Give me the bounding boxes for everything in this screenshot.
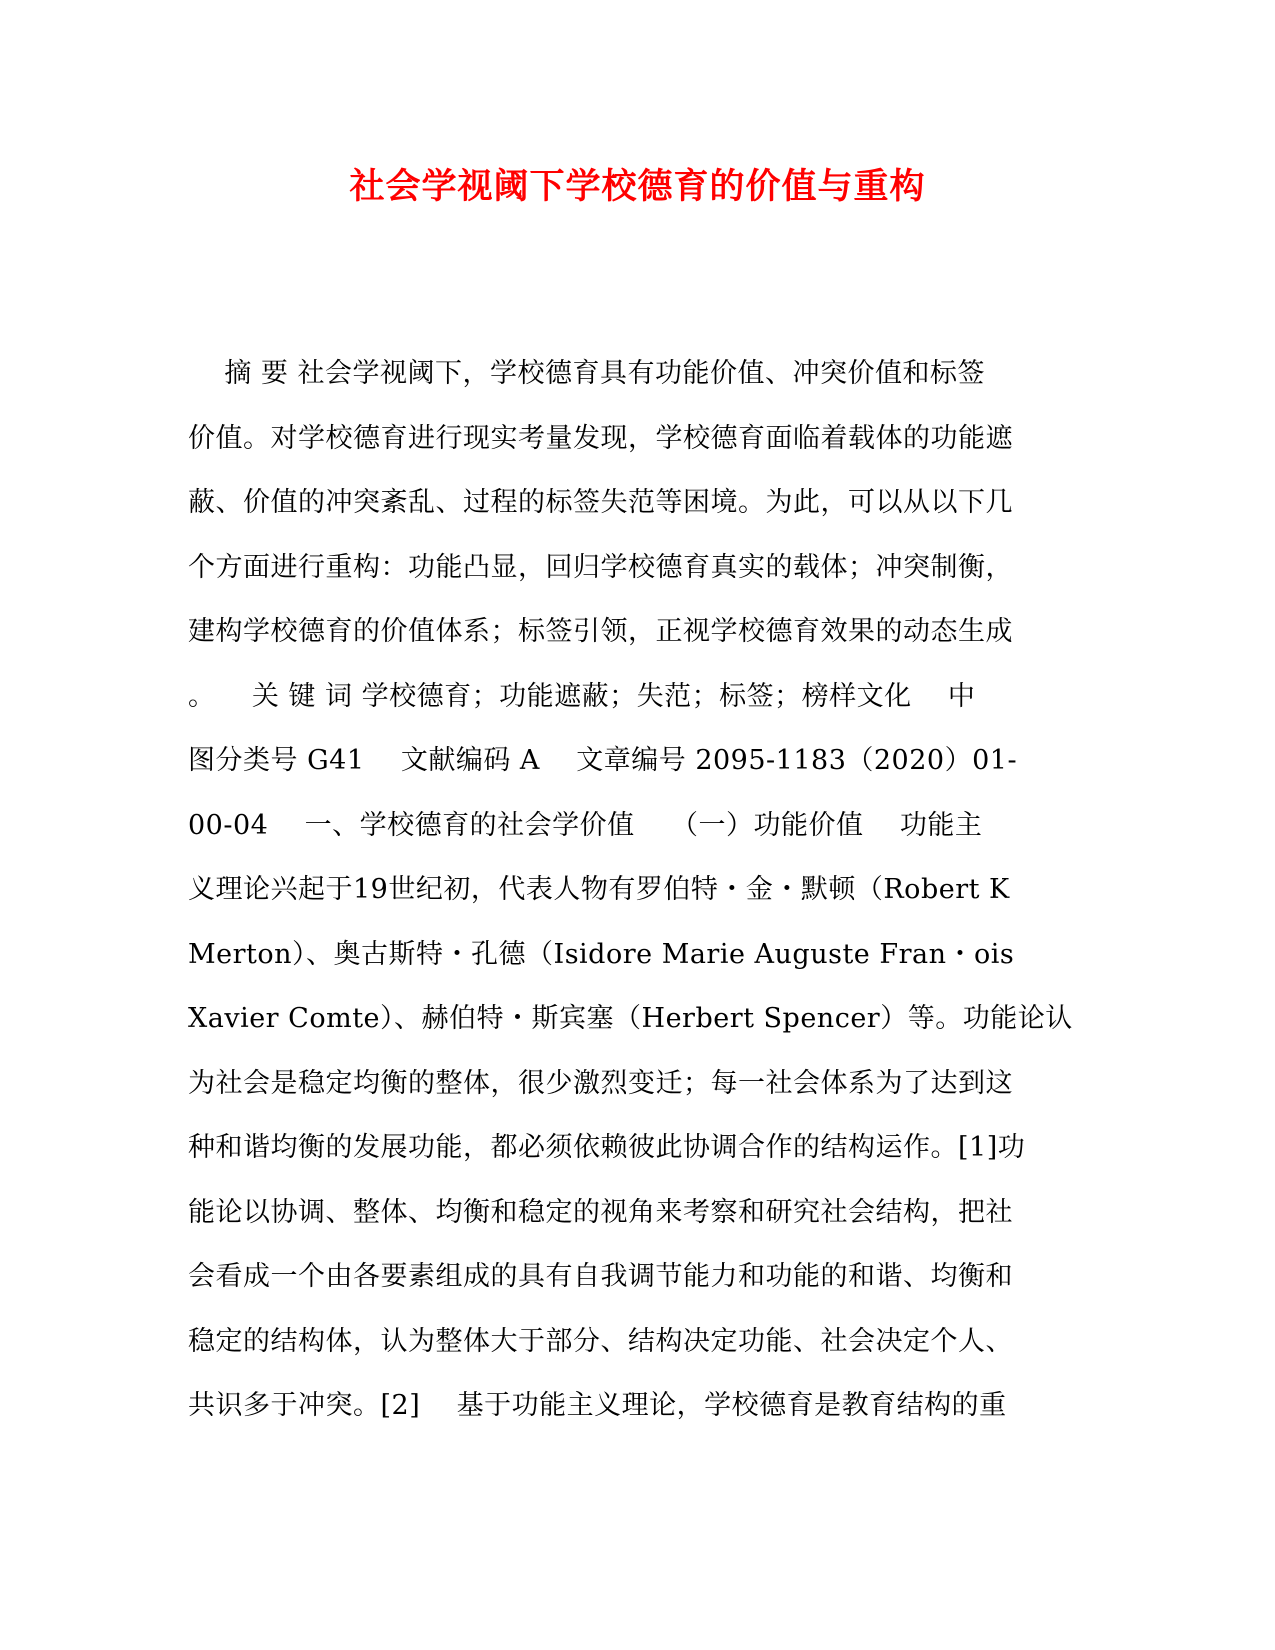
body-line: 个方面进行重构：功能凸显，回归学校德育真实的载体；冲突制衡， xyxy=(188,551,1013,583)
body-line: 种和谐均衡的发展功能，都必须依赖彼此协调合作的结构运作。[1]功 xyxy=(188,1132,1026,1163)
body-line: 图分类号 G41 文献编码 A 文章编号 2095-1183（2020）01- xyxy=(188,745,1018,776)
body-line: 建构学校德育的价值体系；标签引领，正视学校德育效果的动态生成 xyxy=(188,616,1013,647)
document-body xyxy=(188,342,1088,1439)
body-line: 。 关 键 词 学校德育；功能遮蔽；失范；标签；榜样文化 中 xyxy=(188,680,976,712)
document-title: 社会学视阈下学校德育的价值与重构 xyxy=(349,166,926,207)
body-line: 义理论兴起于19世纪初，代表人物有罗伯特・金・默顿（Robert K xyxy=(188,874,1010,905)
body-line: 价值。对学校德育进行现实考量发现，学校德育面临着载体的功能遮 xyxy=(188,422,1013,454)
body-line: 能论以协调、整体、均衡和稳定的视角来考察和研究社会结构，把社 xyxy=(188,1196,1013,1228)
body-line: Merton）、奥古斯特・孔德（Isidore Marie Auguste Fran・ois xyxy=(188,938,1015,970)
body-line: 00-04 一、学校德育的社会学价值 （一）功能价值 功能主 xyxy=(188,809,983,841)
body-line: 蔽、价值的冲突紊乱、过程的标签失范等困境。为此，可以从以下几 xyxy=(188,487,1013,518)
body-line: 为社会是稳定均衡的整体，很少激烈变迁；每一社会体系为了达到这 xyxy=(188,1067,1013,1099)
body-line: 会看成一个由各要素组成的具有自我调节能力和功能的和谐、均衡和 xyxy=(188,1261,1013,1292)
body-line: Xavier Comte）、赫伯特・斯宾塞（Herbert Spencer）等。功能论认 xyxy=(188,1003,1073,1034)
body-line: 共识多于冲突。[2] 基于功能主义理论，学校德育是教育结构的重 xyxy=(188,1390,1007,1421)
body-line: 稳定的结构体，认为整体大于部分、结构决定功能、社会决定个人、 xyxy=(188,1325,1013,1357)
body-line: 摘 要 社会学视阈下，学校德育具有功能价值、冲突价值和标签 xyxy=(188,358,985,389)
